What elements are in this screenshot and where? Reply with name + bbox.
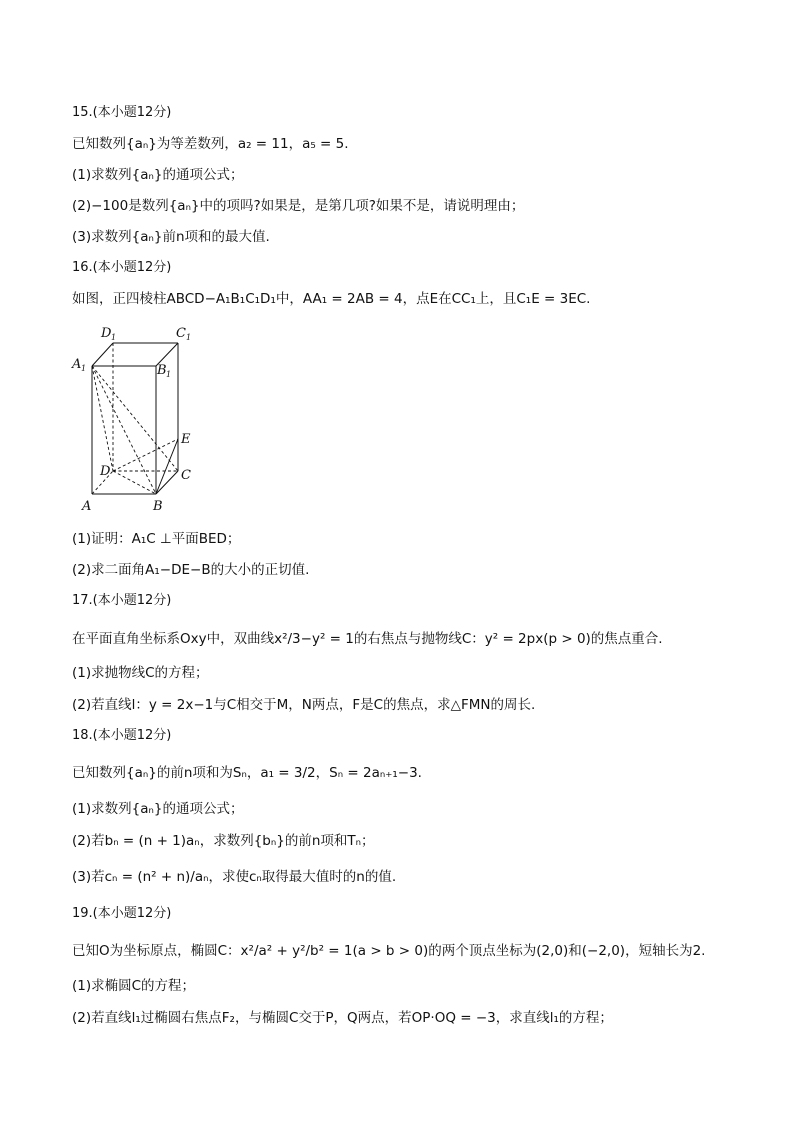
q16-part1: (1)证明：A₁C ⊥平面BED； [72, 531, 241, 547]
label-a: A [82, 499, 92, 514]
label-c: C [181, 468, 191, 483]
label-b1-sub: 1 [166, 370, 172, 379]
q19-part2: (2)若直线l₁过椭圆右焦点F₂，与椭圆C交于P，Q两点，若OP·OQ = −3，求直线l₁的方程； [72, 1010, 613, 1026]
hidden-a1-c [92, 366, 178, 471]
q18-part1: (1)求数列{aₙ}的通项公式； [72, 801, 244, 817]
label-c1: C [176, 326, 186, 341]
q17-header: 17.(本小题12分) [72, 593, 172, 608]
label-d1-sub: 1 [111, 333, 117, 342]
q18-header: 18.(本小题12分) [72, 728, 172, 743]
label-a1: A [72, 357, 82, 372]
hidden-a1-d [92, 366, 113, 471]
prism-figure [70, 322, 200, 517]
prism-diagram [70, 322, 200, 517]
q19-header: 19.(本小题12分) [72, 906, 172, 921]
q15-stem: 已知数列{aₙ}为等差数列，a₂ = 11，a₅ = 5. [72, 136, 349, 152]
label-a1-sub: 1 [81, 364, 87, 373]
label-d: D [100, 464, 111, 479]
q15-part3: (3)求数列{aₙ}前n项和的最大值. [72, 229, 270, 245]
edge-b-c [156, 471, 178, 494]
q15-header: 15.(本小题12分) [72, 105, 172, 120]
q18-stem: 已知数列{aₙ}的前n项和为Sₙ，a₁ = 3/2，Sₙ = 2aₙ₊₁−3. [72, 765, 422, 781]
label-b1: B [157, 363, 167, 378]
q16-stem: 如图，正四棱柱ABCD−A₁B₁C₁D₁中，AA₁ = 2AB = 4，点E在CC₁上，且C₁E = 3EC. [72, 291, 591, 307]
hidden-d-e [113, 439, 178, 471]
q19-stem: 已知O为坐标原点，椭圆C：x²/a² + y²/b² = 1(a > b > 0)的两个顶点坐标为(2,0)和(−2,0)，短轴长为2. [72, 943, 706, 959]
q17-part1: (1)求抛物线C的方程； [72, 665, 209, 681]
label-d1: D [101, 326, 112, 341]
q15-part2: (2)−100是数列{aₙ}中的项吗?如果是，是第几项?如果不是，请说明理由； [72, 198, 525, 214]
q16-part2: (2)求二面角A₁−DE−B的大小的正切值. [72, 562, 310, 578]
q19-part1: (1)求椭圆C的方程； [72, 978, 196, 994]
edge-b-e [156, 439, 178, 494]
q18-part3: (3)若cₙ = (n² + n)/aₙ，求使cₙ取得最大值时的n的值. [72, 869, 397, 885]
label-e: E [181, 432, 191, 447]
q17-part2: (2)若直线l：y = 2x−1与C相交于M，N两点，F是C的焦点，求△FMN的周长. [72, 697, 536, 713]
hidden-d-b [113, 471, 156, 494]
q17-stem: 在平面直角坐标系Oxy中，双曲线x²/3−y² = 1的右焦点与抛物线C：y² = 2px(p > 0)的焦点重合. [72, 631, 663, 647]
label-b: B [153, 499, 163, 514]
label-c1-sub: 1 [186, 333, 192, 342]
q15-part1: (1)求数列{aₙ}的通项公式； [72, 167, 244, 183]
q18-part2: (2)若bₙ = (n + 1)aₙ，求数列{bₙ}的前n项和Tₙ； [72, 833, 375, 849]
edge-a1-d1 [92, 343, 113, 366]
q16-header: 16.(本小题12分) [72, 260, 172, 275]
